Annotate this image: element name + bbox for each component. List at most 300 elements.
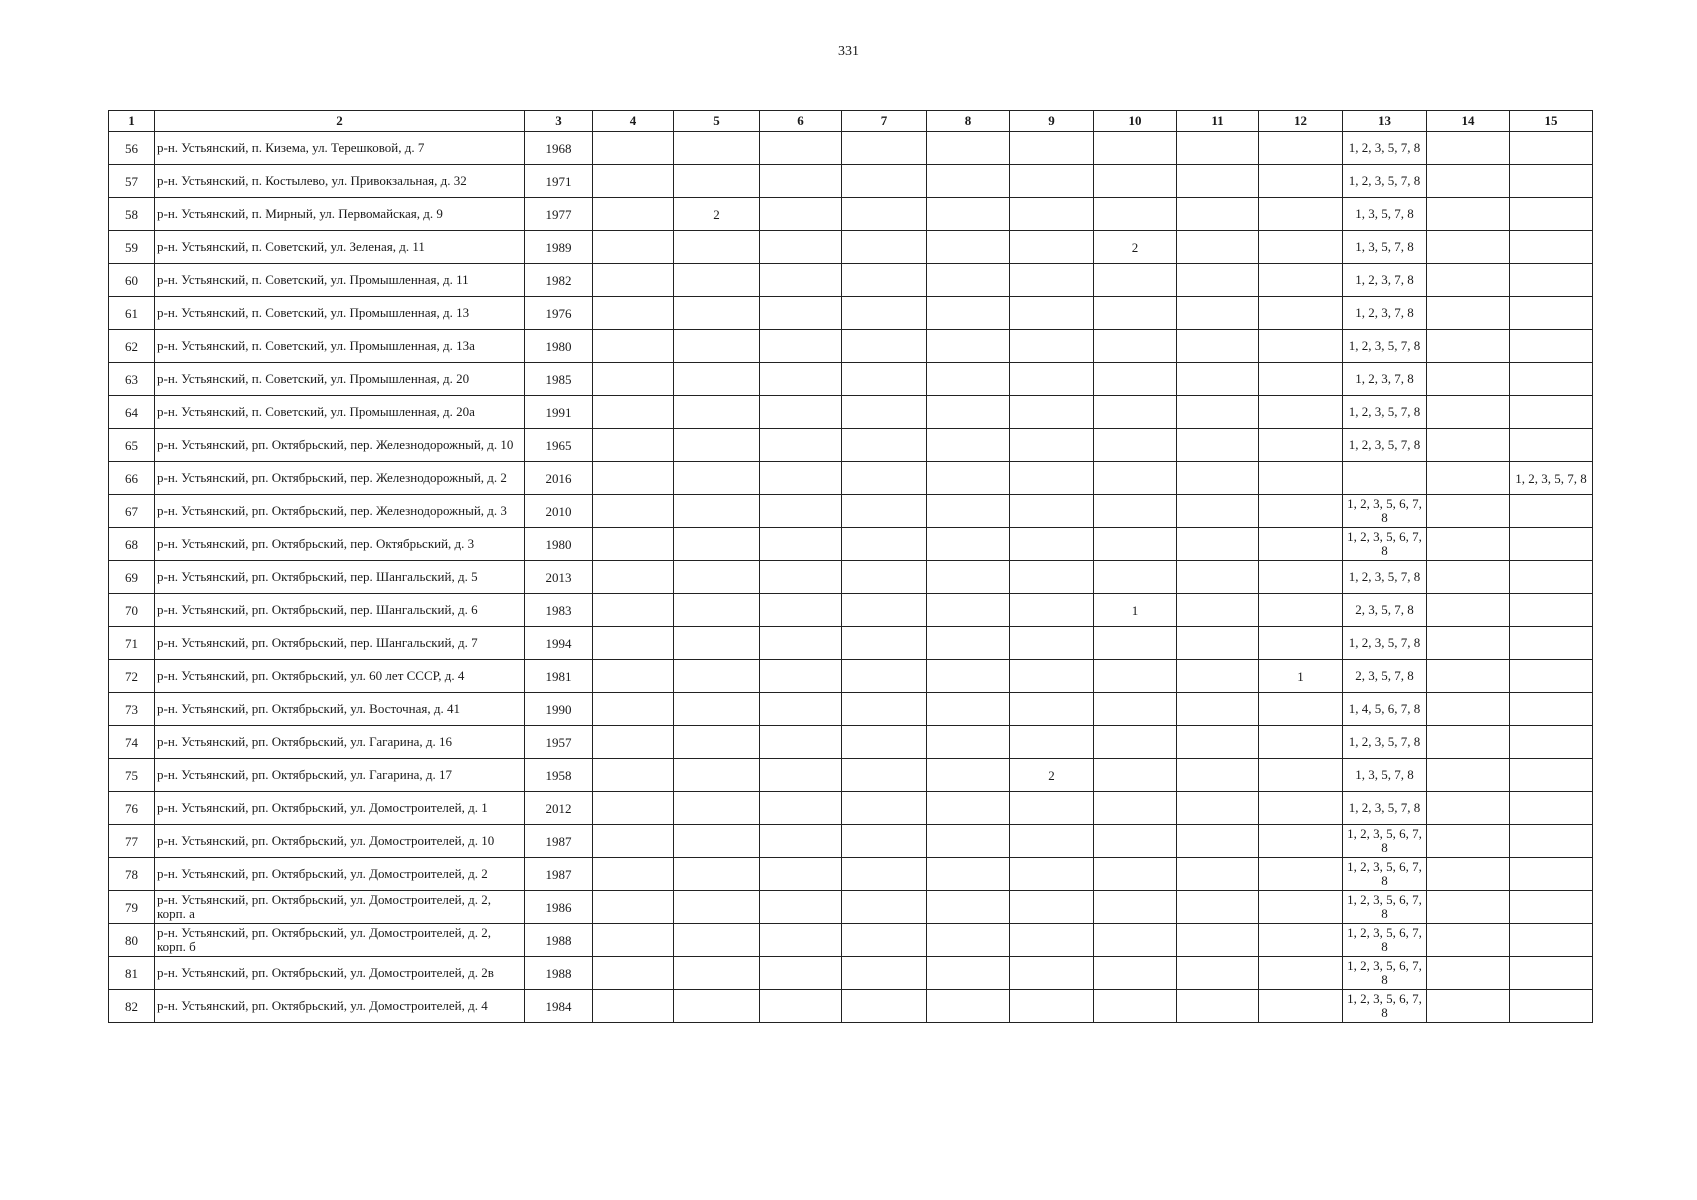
- table-cell: 1, 2, 3, 5, 7, 8: [1343, 792, 1427, 825]
- table-cell: [593, 957, 674, 990]
- year-cell: 1981: [525, 660, 593, 693]
- year-cell: 1991: [525, 396, 593, 429]
- row-number-cell: 60: [109, 264, 155, 297]
- table-cell: [593, 858, 674, 891]
- row-number-cell: 70: [109, 594, 155, 627]
- table-cell: [842, 495, 927, 528]
- row-number-cell: 62: [109, 330, 155, 363]
- table-cell: [674, 660, 760, 693]
- table-cell: [1177, 924, 1259, 957]
- table-cell: [674, 528, 760, 561]
- table-cell: [1010, 462, 1094, 495]
- table-cell: [1094, 693, 1177, 726]
- table-cell: [1510, 264, 1593, 297]
- table-cell: [593, 594, 674, 627]
- address-cell: р-н. Устьянский, рп. Октябрьский, пер. Железнодорожный, д. 2: [155, 462, 525, 495]
- table-cell: [760, 792, 842, 825]
- table-body: [109, 132, 1593, 1023]
- column-header-5: 5: [674, 111, 760, 132]
- table-cell: [927, 627, 1010, 660]
- table-row: [109, 429, 1593, 462]
- table-cell: [1259, 726, 1343, 759]
- table-cell: [842, 759, 927, 792]
- table-cell: [1094, 627, 1177, 660]
- table-cell: [674, 495, 760, 528]
- table-cell: [1094, 660, 1177, 693]
- table-cell: [1510, 231, 1593, 264]
- year-cell: 1965: [525, 429, 593, 462]
- table-cell: [927, 264, 1010, 297]
- table-cell: [1010, 726, 1094, 759]
- table-cell: [1094, 363, 1177, 396]
- year-cell: 1983: [525, 594, 593, 627]
- table-cell: [927, 957, 1010, 990]
- table-cell: [593, 363, 674, 396]
- table-header: [109, 111, 1593, 132]
- address-cell: р-н. Устьянский, рп. Октябрьский, ул. Домостроителей, д. 4: [155, 990, 525, 1023]
- table-cell: [674, 858, 760, 891]
- table-cell: [1177, 561, 1259, 594]
- table-cell: [674, 792, 760, 825]
- table-cell: [1510, 924, 1593, 957]
- table-cell: [927, 297, 1010, 330]
- table-cell: [1427, 759, 1510, 792]
- column-header-9: 9: [1010, 111, 1094, 132]
- table-cell: 1, 2, 3, 5, 7, 8: [1343, 429, 1427, 462]
- table-cell: [1177, 132, 1259, 165]
- table-cell: [1259, 825, 1343, 858]
- column-header-3: 3: [525, 111, 593, 132]
- table-cell: [593, 462, 674, 495]
- table-cell: [1259, 759, 1343, 792]
- year-cell: 1984: [525, 990, 593, 1023]
- row-number-cell: 71: [109, 627, 155, 660]
- table-row: [109, 660, 1593, 693]
- table-row: [109, 396, 1593, 429]
- year-cell: 1958: [525, 759, 593, 792]
- table-cell: [1427, 165, 1510, 198]
- table-cell: 1: [1259, 660, 1343, 693]
- table-cell: [1427, 528, 1510, 561]
- table-cell: [674, 891, 760, 924]
- table-cell: [1510, 759, 1593, 792]
- table-cell: [1177, 231, 1259, 264]
- table-cell: [1510, 792, 1593, 825]
- table-cell: [1259, 330, 1343, 363]
- table-cell: [760, 726, 842, 759]
- table-cell: [1510, 957, 1593, 990]
- table-cell: [1010, 396, 1094, 429]
- address-cell: р-н. Устьянский, п. Мирный, ул. Первомайская, д. 9: [155, 198, 525, 231]
- table-cell: 1, 2, 3, 5, 7, 8: [1343, 627, 1427, 660]
- table-cell: 1, 2, 3, 5, 7, 8: [1510, 462, 1593, 495]
- table-row: [109, 363, 1593, 396]
- table-row: [109, 462, 1593, 495]
- table-cell: [927, 396, 1010, 429]
- table-cell: [842, 693, 927, 726]
- address-cell: р-н. Устьянский, п. Советский, ул. Промышленная, д. 13: [155, 297, 525, 330]
- table-cell: [1094, 297, 1177, 330]
- table-cell: [1094, 759, 1177, 792]
- table-cell: [927, 231, 1010, 264]
- table-row: [109, 495, 1593, 528]
- table-cell: [674, 330, 760, 363]
- address-cell: р-н. Устьянский, п. Советский, ул. Промышленная, д. 20а: [155, 396, 525, 429]
- table-cell: [1259, 528, 1343, 561]
- table-row: [109, 825, 1593, 858]
- table-cell: [1510, 726, 1593, 759]
- table-cell: [760, 594, 842, 627]
- table-cell: [1177, 297, 1259, 330]
- table-cell: 1, 2, 3, 7, 8: [1343, 297, 1427, 330]
- table-cell: [1259, 990, 1343, 1023]
- table-cell: [927, 330, 1010, 363]
- table-cell: [1094, 561, 1177, 594]
- table-cell: [1094, 891, 1177, 924]
- year-cell: 1968: [525, 132, 593, 165]
- table-cell: [842, 231, 927, 264]
- table-cell: [1177, 759, 1259, 792]
- address-cell: р-н. Устьянский, рп. Октябрьский, ул. Восточная, д. 41: [155, 693, 525, 726]
- table-cell: [674, 165, 760, 198]
- table-cell: [927, 660, 1010, 693]
- row-number-cell: 77: [109, 825, 155, 858]
- table-cell: [1259, 627, 1343, 660]
- table-cell: [1427, 924, 1510, 957]
- table-row: [109, 330, 1593, 363]
- table-cell: [593, 396, 674, 429]
- table-row: [109, 297, 1593, 330]
- table-cell: 2, 3, 5, 7, 8: [1343, 660, 1427, 693]
- table-cell: [1259, 363, 1343, 396]
- table-row: [109, 858, 1593, 891]
- table-cell: [760, 957, 842, 990]
- table-cell: [842, 924, 927, 957]
- table-cell: [842, 165, 927, 198]
- table-cell: [1259, 264, 1343, 297]
- table-cell: [927, 495, 1010, 528]
- table-cell: [1259, 891, 1343, 924]
- table-cell: [1010, 660, 1094, 693]
- table-cell: 1, 2, 3, 5, 6, 7, 8: [1343, 990, 1427, 1023]
- table-cell: [927, 594, 1010, 627]
- table-cell: [927, 165, 1010, 198]
- table-cell: [674, 429, 760, 462]
- table-cell: [1427, 693, 1510, 726]
- table-cell: [1427, 891, 1510, 924]
- table-cell: [1177, 528, 1259, 561]
- table-cell: [760, 396, 842, 429]
- table-cell: [1010, 429, 1094, 462]
- table-cell: [1427, 957, 1510, 990]
- table-cell: [927, 891, 1010, 924]
- table-cell: [1010, 990, 1094, 1023]
- table-cell: [1510, 627, 1593, 660]
- table-cell: [1177, 363, 1259, 396]
- table-cell: [1259, 957, 1343, 990]
- table-cell: 2: [1010, 759, 1094, 792]
- table-cell: 2, 3, 5, 7, 8: [1343, 594, 1427, 627]
- table-cell: [1510, 693, 1593, 726]
- table-cell: [760, 165, 842, 198]
- table-cell: [1343, 462, 1427, 495]
- table-cell: [927, 759, 1010, 792]
- table-cell: [674, 231, 760, 264]
- table-cell: [1510, 825, 1593, 858]
- column-header-11: 11: [1177, 111, 1259, 132]
- table-cell: [1094, 528, 1177, 561]
- table-cell: [760, 924, 842, 957]
- table-cell: [842, 198, 927, 231]
- table-cell: [674, 627, 760, 660]
- table-cell: [674, 264, 760, 297]
- table-cell: [1510, 132, 1593, 165]
- column-header-2: 2: [155, 111, 525, 132]
- table-cell: [1427, 330, 1510, 363]
- row-number-cell: 82: [109, 990, 155, 1023]
- table-cell: [1094, 132, 1177, 165]
- address-cell: р-н. Устьянский, рп. Октябрьский, пер. Железнодорожный, д. 10: [155, 429, 525, 462]
- table-cell: [1259, 132, 1343, 165]
- table-cell: [842, 726, 927, 759]
- table-cell: [1010, 231, 1094, 264]
- table-row: [109, 198, 1593, 231]
- table-cell: [927, 924, 1010, 957]
- table-cell: [1259, 231, 1343, 264]
- row-number-cell: 61: [109, 297, 155, 330]
- address-cell: р-н. Устьянский, рп. Октябрьский, ул. Гагарина, д. 17: [155, 759, 525, 792]
- table-cell: [1510, 561, 1593, 594]
- table-cell: [593, 495, 674, 528]
- table-cell: [1510, 330, 1593, 363]
- table-cell: 1, 2, 3, 5, 7, 8: [1343, 330, 1427, 363]
- table-cell: [760, 198, 842, 231]
- table-cell: [1427, 858, 1510, 891]
- table-cell: [1259, 693, 1343, 726]
- column-header-15: 15: [1510, 111, 1593, 132]
- table-row: [109, 924, 1593, 957]
- table-cell: [1259, 429, 1343, 462]
- table-cell: [1010, 858, 1094, 891]
- table-cell: [1510, 429, 1593, 462]
- table-cell: [1094, 924, 1177, 957]
- table-cell: [1510, 363, 1593, 396]
- table-cell: [1010, 792, 1094, 825]
- year-cell: 1986: [525, 891, 593, 924]
- table-cell: 1: [1094, 594, 1177, 627]
- column-header-12: 12: [1259, 111, 1343, 132]
- table-cell: [674, 363, 760, 396]
- table-cell: [674, 693, 760, 726]
- table-cell: [927, 825, 1010, 858]
- year-cell: 1994: [525, 627, 593, 660]
- row-number-cell: 81: [109, 957, 155, 990]
- table-cell: [1427, 132, 1510, 165]
- address-cell: р-н. Устьянский, п. Советский, ул. Промышленная, д. 11: [155, 264, 525, 297]
- table-cell: [842, 957, 927, 990]
- table-cell: [760, 759, 842, 792]
- table-cell: [593, 528, 674, 561]
- row-number-cell: 74: [109, 726, 155, 759]
- table-cell: [760, 627, 842, 660]
- table-cell: [674, 726, 760, 759]
- table-cell: [1010, 891, 1094, 924]
- address-cell: р-н. Устьянский, п. Советский, ул. Промышленная, д. 20: [155, 363, 525, 396]
- table-cell: [593, 198, 674, 231]
- table-cell: [842, 990, 927, 1023]
- table-cell: 1, 2, 3, 5, 6, 7, 8: [1343, 528, 1427, 561]
- table-cell: [674, 594, 760, 627]
- table-cell: [674, 561, 760, 594]
- row-number-cell: 63: [109, 363, 155, 396]
- year-cell: 1977: [525, 198, 593, 231]
- table-cell: [593, 264, 674, 297]
- row-number-cell: 78: [109, 858, 155, 891]
- table-cell: [842, 297, 927, 330]
- table-cell: [674, 297, 760, 330]
- table-cell: [593, 726, 674, 759]
- year-cell: 1990: [525, 693, 593, 726]
- row-number-cell: 57: [109, 165, 155, 198]
- column-header-14: 14: [1427, 111, 1510, 132]
- table-row: [109, 990, 1593, 1023]
- table-cell: [1010, 495, 1094, 528]
- table-cell: [842, 660, 927, 693]
- table-cell: [1094, 825, 1177, 858]
- row-number-cell: 79: [109, 891, 155, 924]
- year-cell: 2012: [525, 792, 593, 825]
- year-cell: 2013: [525, 561, 593, 594]
- table-cell: [674, 462, 760, 495]
- table-cell: [1177, 594, 1259, 627]
- table-cell: [760, 264, 842, 297]
- table-cell: [1510, 594, 1593, 627]
- year-cell: 1982: [525, 264, 593, 297]
- column-header-8: 8: [927, 111, 1010, 132]
- table-cell: [842, 429, 927, 462]
- table-row: [109, 132, 1593, 165]
- year-cell: 2010: [525, 495, 593, 528]
- address-cell: р-н. Устьянский, п. Кизема, ул. Терешковой, д. 7: [155, 132, 525, 165]
- table-cell: [842, 561, 927, 594]
- table-cell: [927, 198, 1010, 231]
- address-cell: р-н. Устьянский, рп. Октябрьский, ул. Домостроителей, д. 2: [155, 858, 525, 891]
- table-cell: [927, 363, 1010, 396]
- table-cell: [593, 330, 674, 363]
- address-cell: р-н. Устьянский, рп. Октябрьский, пер. Железнодорожный, д. 3: [155, 495, 525, 528]
- table-cell: [927, 561, 1010, 594]
- table-cell: [842, 363, 927, 396]
- table-cell: [1094, 165, 1177, 198]
- table-cell: [1177, 726, 1259, 759]
- row-number-cell: 76: [109, 792, 155, 825]
- table-cell: [1177, 990, 1259, 1023]
- table-cell: 2: [1094, 231, 1177, 264]
- address-cell: р-н. Устьянский, рп. Октябрьский, ул. Гагарина, д. 16: [155, 726, 525, 759]
- table-row: [109, 693, 1593, 726]
- row-number-cell: 64: [109, 396, 155, 429]
- table-cell: [1010, 594, 1094, 627]
- table-cell: [1177, 660, 1259, 693]
- table-cell: [1510, 660, 1593, 693]
- row-number-cell: 67: [109, 495, 155, 528]
- table-cell: [842, 627, 927, 660]
- year-cell: 1976: [525, 297, 593, 330]
- table-cell: [842, 825, 927, 858]
- table-cell: [1510, 495, 1593, 528]
- table-cell: [1094, 330, 1177, 363]
- table-row: [109, 528, 1593, 561]
- table-cell: [1427, 627, 1510, 660]
- column-header-6: 6: [760, 111, 842, 132]
- table-cell: [842, 462, 927, 495]
- table-cell: [927, 528, 1010, 561]
- housing-registry-table: [108, 110, 1593, 1023]
- table-cell: [1010, 264, 1094, 297]
- table-cell: [1259, 495, 1343, 528]
- table-row: [109, 594, 1593, 627]
- table-cell: [1510, 990, 1593, 1023]
- header-row: [109, 111, 1593, 132]
- row-number-cell: 68: [109, 528, 155, 561]
- year-cell: 1989: [525, 231, 593, 264]
- table-cell: [760, 693, 842, 726]
- table-cell: [1177, 330, 1259, 363]
- table-cell: [674, 825, 760, 858]
- table-cell: [842, 330, 927, 363]
- table-cell: 1, 2, 3, 5, 6, 7, 8: [1343, 924, 1427, 957]
- address-cell: р-н. Устьянский, рп. Октябрьский, ул. Домостроителей, д. 2, корп. а: [155, 891, 525, 924]
- table-cell: [593, 759, 674, 792]
- table-cell: [927, 132, 1010, 165]
- table-cell: [1259, 297, 1343, 330]
- table-cell: 1, 2, 3, 5, 7, 8: [1343, 165, 1427, 198]
- table-cell: [760, 528, 842, 561]
- table-cell: [674, 759, 760, 792]
- table-cell: [674, 132, 760, 165]
- table-cell: [1510, 396, 1593, 429]
- table-row: [109, 957, 1593, 990]
- column-header-1: 1: [109, 111, 155, 132]
- table-cell: [760, 297, 842, 330]
- table-cell: [927, 429, 1010, 462]
- table-cell: [1177, 429, 1259, 462]
- table-cell: [1427, 198, 1510, 231]
- table-cell: [593, 792, 674, 825]
- table-cell: [1010, 627, 1094, 660]
- table-cell: [760, 132, 842, 165]
- table-cell: [1010, 198, 1094, 231]
- row-number-cell: 65: [109, 429, 155, 462]
- table-row: [109, 561, 1593, 594]
- column-header-7: 7: [842, 111, 927, 132]
- table-cell: [593, 627, 674, 660]
- table-cell: [927, 462, 1010, 495]
- table-cell: [1094, 990, 1177, 1023]
- table-cell: [927, 693, 1010, 726]
- table-cell: [1010, 693, 1094, 726]
- table-cell: [1177, 825, 1259, 858]
- table-cell: [842, 132, 927, 165]
- table-cell: 2: [674, 198, 760, 231]
- table-cell: 1, 3, 5, 7, 8: [1343, 231, 1427, 264]
- table-cell: [1177, 198, 1259, 231]
- row-number-cell: 80: [109, 924, 155, 957]
- table-cell: [1510, 858, 1593, 891]
- table-cell: [674, 396, 760, 429]
- table-cell: [1427, 990, 1510, 1023]
- address-cell: р-н. Устьянский, рп. Октябрьский, ул. Домостроителей, д. 2в: [155, 957, 525, 990]
